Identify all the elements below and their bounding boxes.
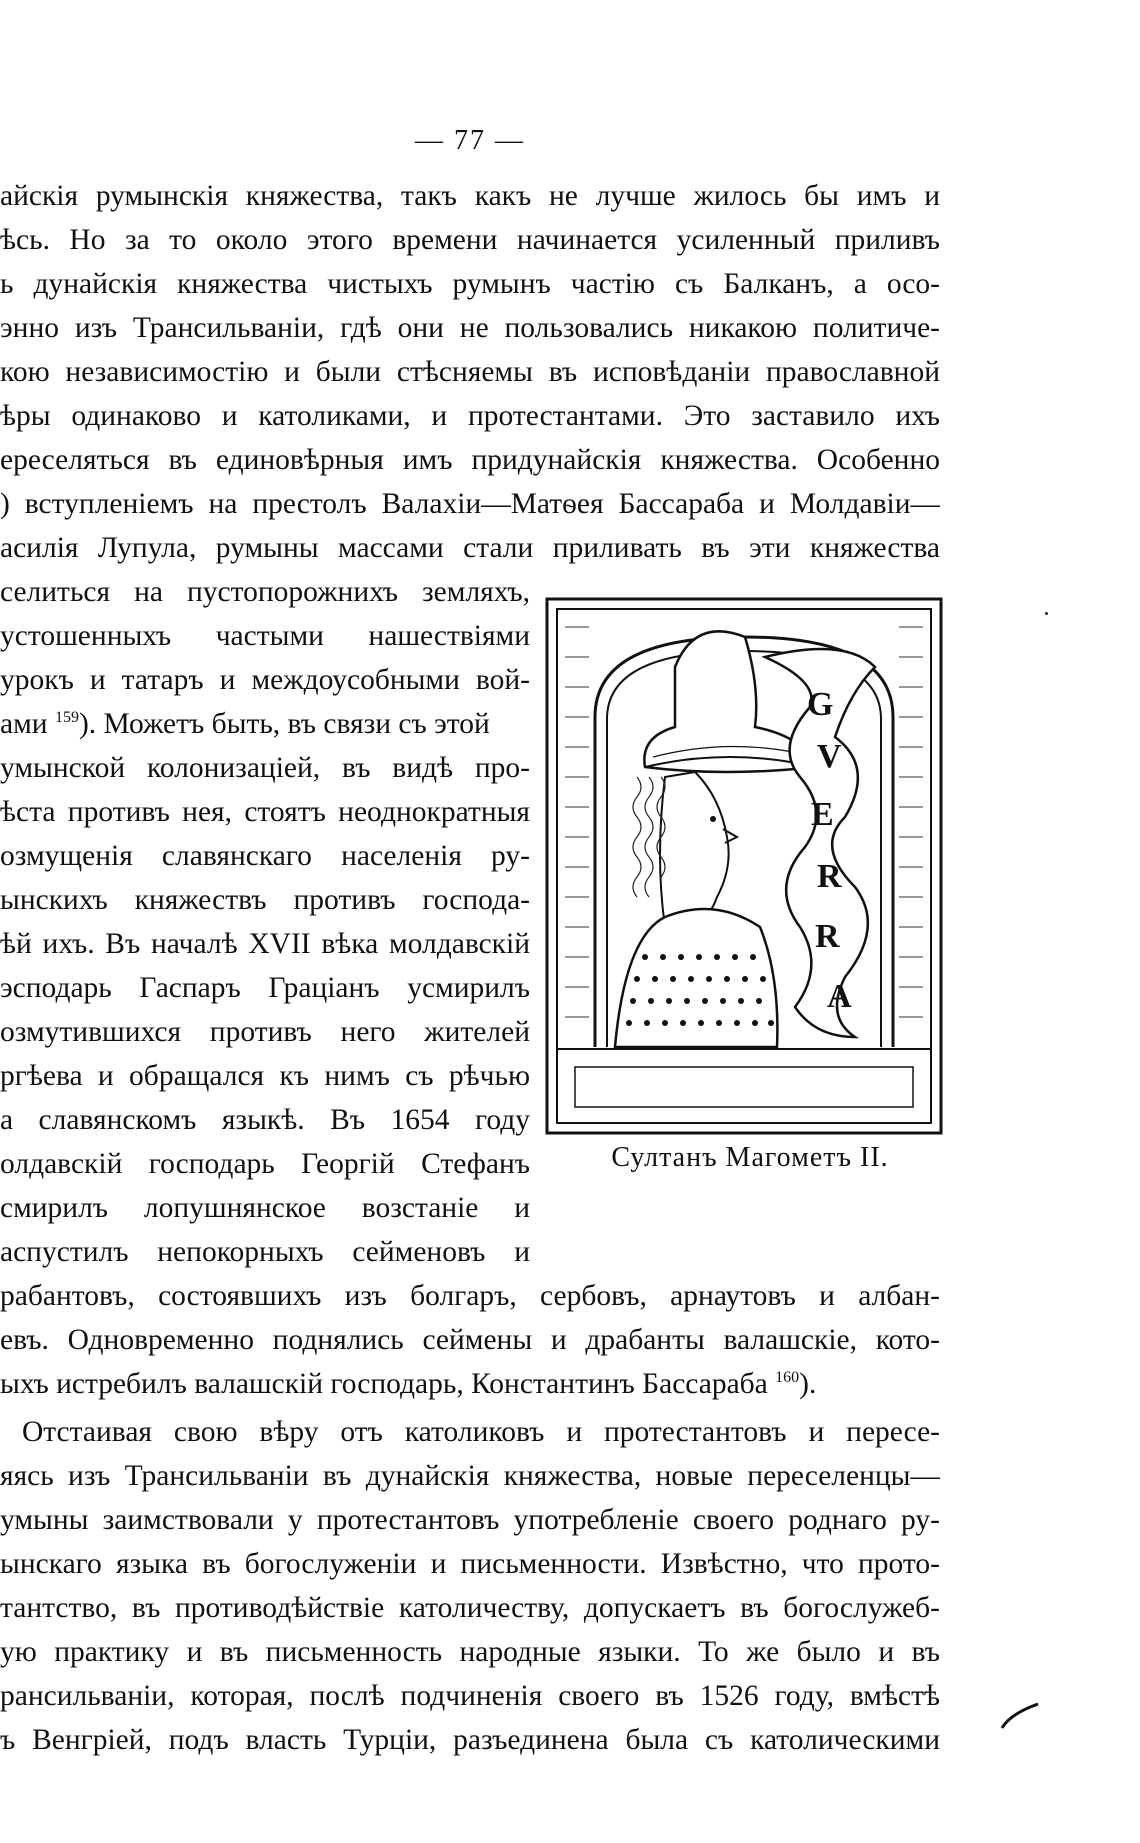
illustration-caption: Султанъ Магометъ II. [611, 1142, 889, 1173]
text-line: эсподарь Гаспаръ Граціанъ усмирилъ [0, 972, 530, 1004]
banner-letter: R [815, 918, 840, 955]
text-line: кою независимостію и были стѣсняемы въ исповѣданіи православной [0, 356, 940, 388]
text-line: асилія Лупула, румыны массами стали приливать въ эти княжества [0, 532, 940, 564]
text-line: ую практику и въ письменность народные языки. То же было и въ [0, 1636, 940, 1668]
margin-pen-mark [1000, 1700, 1040, 1730]
text-line: энно изъ Трансильваніи, гдѣ они не пользовались никакою политиче- [0, 312, 940, 344]
text-line-footnote-159 [0, 704, 530, 744]
text-line: ѣры одинаково и католиками, и протестантами. Это заставило ихъ [0, 400, 940, 432]
text-line: ѣста противъ нея, стоятъ неоднократныя [0, 796, 530, 828]
text-line: озмутившихся противъ него жителей [0, 1016, 530, 1048]
banner-letter: E [811, 796, 834, 833]
text-line: устошенныхъ частыми нашествіями [0, 620, 530, 652]
text-line: урокъ и татаръ и междоусобными вой- [0, 664, 530, 696]
text-line: Отстаивая свою вѣру отъ католиковъ и протестантовъ и пересе- [22, 1416, 940, 1448]
text-line: ынскихъ княжествъ противъ господа- [0, 884, 530, 916]
text-line: озмущенія славянскаго населенія ру- [0, 840, 530, 872]
text-line: ереселяться въ единовѣрныя имъ придунайскія княжества. Особенно [0, 444, 940, 476]
text-line: ѣй ихъ. Въ началѣ XVII вѣка молдавскій [0, 928, 530, 960]
text-line: умыны заимствовали у протестантовъ употребленіе своего роднаго ру- [0, 1504, 940, 1536]
text-line: рабантовъ, состоявшихъ изъ болгаръ, сербовъ, арнаутовъ и албан- [0, 1280, 940, 1312]
banner-letter: G [807, 686, 834, 723]
text-line: ъ Венгріей, подъ власть Турціи, разъединена была съ католическими [0, 1724, 940, 1756]
text-line: ргѣева и обращался къ нимъ съ рѣчью [0, 1060, 530, 1092]
text-line: тантство, въ противодѣйствіе католичеству, допускаетъ въ богослужеб- [0, 1592, 940, 1624]
banner-letter: R [817, 858, 842, 895]
footnote-ref: 159 [54, 709, 79, 727]
text-line: умынской колонизаціей, въ видѣ про- [0, 752, 530, 784]
banner-letter: A [827, 978, 852, 1015]
text-line: ) вступленіемъ на престолъ Валахіи—Матѳея Бассараба и Молдавіи— [0, 488, 940, 520]
sultan-portrait-illustration [545, 597, 943, 1135]
text-line: айскія румынскія княжества, такъ какъ не лучше жилось бы имъ и [0, 180, 940, 212]
text-line: яясь изъ Трансильваніи въ дунайскія княжества, новые переселенцы— [0, 1460, 940, 1492]
text-line-footnote-160 [0, 1364, 940, 1404]
page-number: — 77 — [415, 125, 525, 156]
text-line: ь дунайскія княжества чистыхъ румынъ частію съ Балканъ, а осо- [0, 268, 940, 300]
banner-letter: V [817, 738, 842, 775]
text-fragment: ами [0, 708, 48, 740]
text-line: евъ. Одновременно поднялись сеймены и драбанты валашскіе, кото- [0, 1324, 940, 1356]
footnote-ref: 160 [775, 1369, 800, 1387]
text-line: селиться на пустопорожнихъ земляхъ, [0, 576, 530, 608]
text-line: рансильваніи, которая, послѣ подчиненія своего въ 1526 году, вмѣстѣ [0, 1680, 940, 1712]
text-fragment: ). [799, 1368, 817, 1400]
text-line: олдавскій господарь Георгій Стефанъ [0, 1148, 530, 1180]
text-fragment: ыхъ истребилъ валашскій господарь, Константинъ Бассараба [0, 1368, 768, 1400]
text-line: ѣсь. Но за то около этого времени начинается усиленный приливъ [0, 224, 940, 256]
text-line: смирилъ лопушнянское возстаніе и [0, 1192, 530, 1224]
scan-speck [1045, 612, 1048, 615]
text-fragment: ). Можетъ быть, въ связи съ этой [78, 708, 490, 740]
text-line: аспустилъ непокорныхъ сейменовъ и [0, 1236, 530, 1268]
text-line: ынскаго языка въ богослуженіи и письменности. Извѣстно, что прото- [0, 1548, 940, 1580]
text-line: а славянскомъ языкѣ. Въ 1654 году [0, 1104, 530, 1136]
